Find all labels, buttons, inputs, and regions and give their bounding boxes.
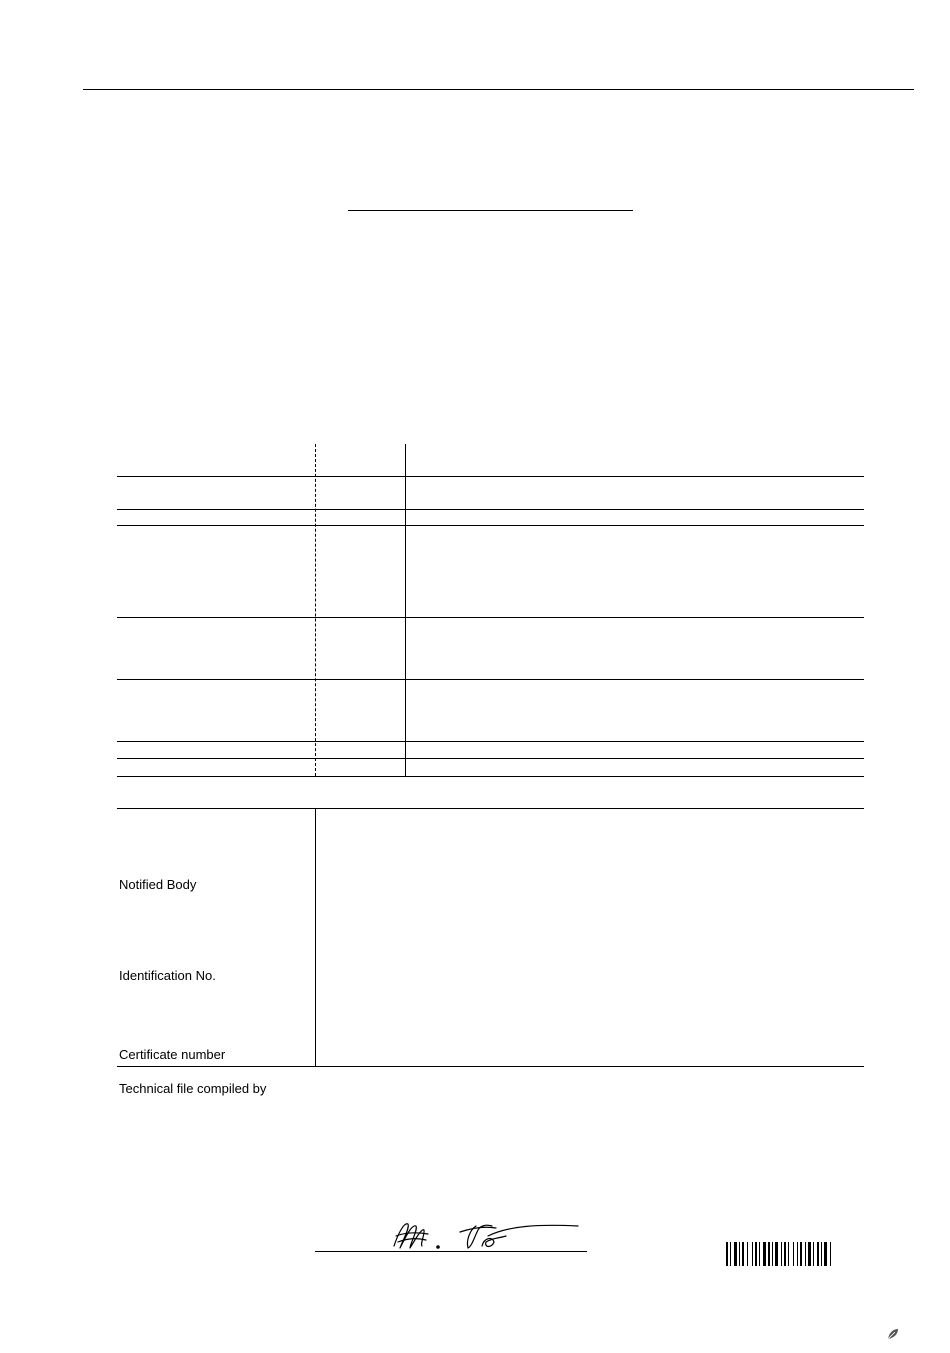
cert-table-bottom-line [117, 1066, 864, 1067]
spec-table-divider-2 [405, 444, 406, 776]
header-rule [83, 89, 914, 90]
technical-file-label: Technical file compiled by [119, 1081, 267, 1096]
notified-body-label: Notified Body [119, 877, 197, 892]
signature-icon [388, 1216, 588, 1256]
spec-table-divider-1 [315, 444, 316, 776]
spec-table-row-line [117, 679, 864, 680]
identification-number-label: Identification No. [119, 968, 216, 983]
spec-table-row-line [117, 741, 864, 742]
spec-table-row-line [117, 617, 864, 618]
barcode-icon [725, 1242, 867, 1266]
spec-table-row-line [117, 509, 864, 510]
spec-table-row-line [117, 525, 864, 526]
spec-table-row-line [117, 758, 864, 759]
spec-table-row-line [117, 476, 864, 477]
spec-table-row-line [117, 776, 864, 777]
cert-table-top-line [117, 808, 864, 809]
certificate-number-label: Certificate number [119, 1047, 226, 1062]
title-underline [348, 210, 633, 211]
signature-line [315, 1251, 587, 1252]
cert-table-divider [315, 808, 316, 1066]
leaf-icon [887, 1328, 899, 1340]
